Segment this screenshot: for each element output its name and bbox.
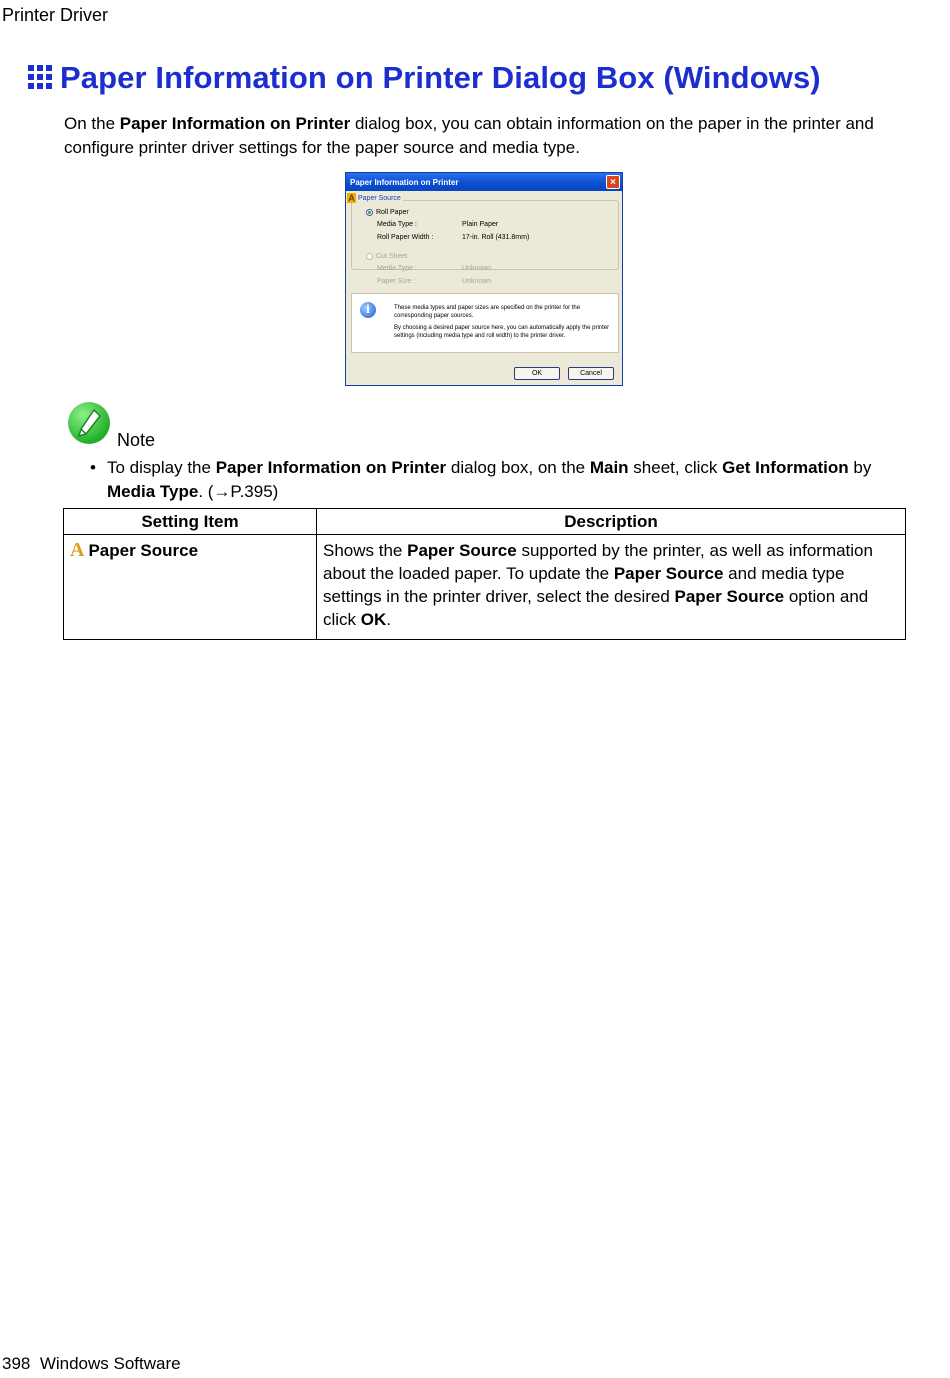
- close-icon[interactable]: ×: [606, 175, 620, 189]
- paper-source-group-label: [347, 193, 403, 203]
- setting-item-cell: [64, 535, 317, 640]
- cut-sheet-label: Cut Sheet: [376, 253, 408, 260]
- roll-media-type-label: Media Type :: [377, 221, 417, 228]
- info-icon: i: [360, 302, 376, 318]
- header-setting-item: Setting Item: [64, 509, 317, 535]
- setting-item-name: Paper Source: [88, 541, 199, 560]
- paper-information-dialog-screenshot: [345, 172, 623, 386]
- grid-icon: [28, 65, 54, 91]
- cut-paper-size-value: Unknown: [462, 278, 492, 285]
- info-text-1: These media types and paper sizes are specified on the printer for the corresponding paper sources.: [394, 305, 581, 319]
- ok-button[interactable]: OK: [514, 367, 560, 380]
- cut-media-type-label: Media Type :: [377, 265, 417, 272]
- roll-width-value: 17-in. Roll (431.8mm): [462, 234, 530, 241]
- footer-section: Windows Software: [39, 1354, 181, 1373]
- info-panel: [351, 293, 619, 353]
- radio-unselected-icon: [366, 253, 373, 260]
- section-title: Paper Information on Printer Dialog Box (Windows): [60, 60, 821, 95]
- cut-paper-size-label: Paper Size :: [377, 278, 416, 285]
- note-pencil-icon: [68, 402, 110, 444]
- table-row: [64, 535, 906, 640]
- note-label: Note: [117, 430, 156, 450]
- header-description: Description: [317, 509, 906, 535]
- page-number: 398: [2, 1354, 31, 1373]
- settings-table: [63, 508, 906, 640]
- group-title: Paper Source: [358, 194, 401, 202]
- dialog-title: Paper Information on Printer: [350, 177, 459, 187]
- description-cell: Shows the Paper Source supported by the printer, as well as information about the loaded paper. To update the Paper Source and media type settings in the printer driver, select the desired Paper Source option and click OK.: [317, 535, 906, 640]
- radio-selected-icon: [366, 209, 373, 216]
- bullet-dot: •: [90, 458, 96, 477]
- roll-media-type-value: Plain Paper: [462, 221, 499, 228]
- dialog-titlebar: [346, 173, 622, 191]
- cut-sheet-radio[interactable]: [366, 253, 407, 260]
- roll-paper-radio[interactable]: [366, 209, 409, 216]
- section-title-row: [28, 60, 821, 96]
- info-text-2: By choosing a desired paper source here, you can automatically apply the printer settings (including media type and roll width) to the printer driver.: [394, 325, 610, 339]
- marker-a-icon: A: [70, 539, 85, 561]
- roll-width-label: Roll Paper Width :: [377, 234, 434, 241]
- page-footer: [2, 1354, 181, 1374]
- cancel-button[interactable]: Cancel: [568, 367, 614, 380]
- note-bullet-text: To display the Paper Information on Printer dialog box, on the Main sheet, click Get Information by Media Type. (→P.395): [107, 458, 872, 501]
- running-header: Printer Driver: [2, 5, 109, 25]
- roll-paper-label: Roll Paper: [376, 209, 409, 216]
- cut-media-type-value: Unknown: [462, 265, 492, 272]
- table-header-row: [64, 509, 906, 535]
- marker-a-icon: A: [348, 193, 355, 203]
- intro-paragraph: On the Paper Information on Printer dialog box, you can obtain information on the paper in the printer and configure printer driver settings for the paper source and media type.: [64, 114, 874, 157]
